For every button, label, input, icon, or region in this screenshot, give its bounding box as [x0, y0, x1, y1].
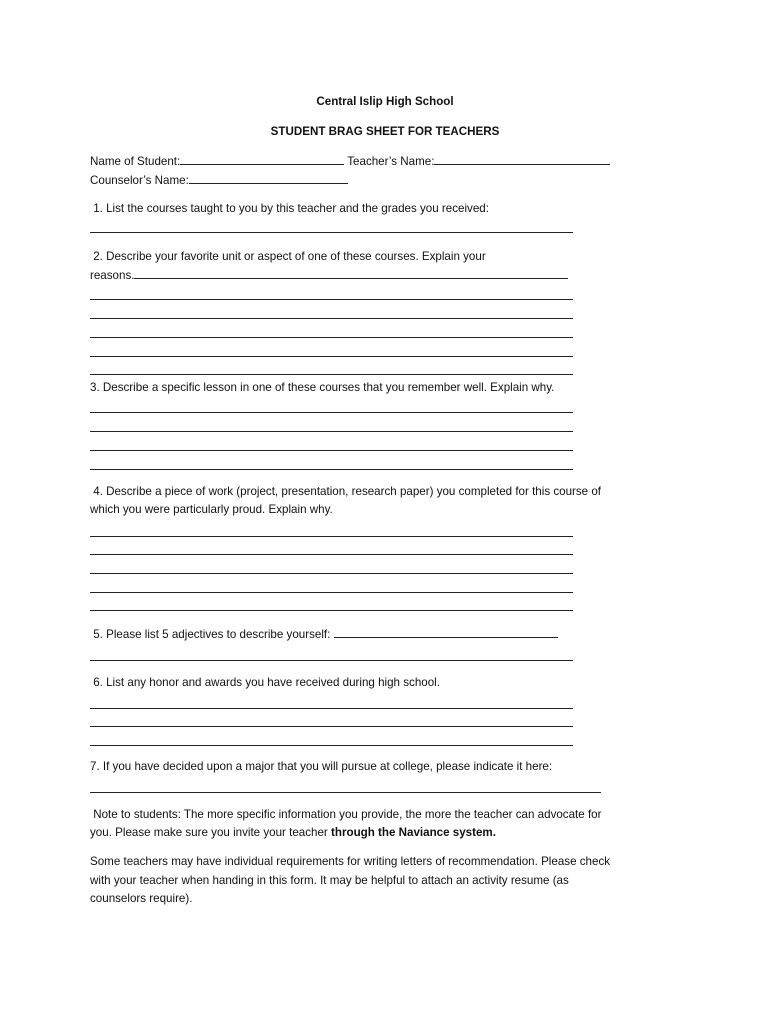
answer-line[interactable] [90, 726, 573, 727]
answer-line[interactable] [90, 592, 573, 593]
note-line-2-text: you. Please make sure you invite your teacher [90, 826, 332, 839]
answer-line[interactable] [90, 299, 573, 300]
question-4-line-1: 4. Describe a piece of work (project, presentation, research paper) you completed for this course of [90, 485, 602, 498]
school-name: Central Islip High School [316, 95, 454, 108]
answer-line[interactable] [90, 337, 573, 338]
question-7: 7. If you have decided upon a major that you will pursue at college, please indicate it here: [90, 760, 553, 773]
note-line-2 [90, 825, 496, 841]
note-line-1: Note to students: The more specific information you provide, the more the teacher can advocate for [90, 808, 602, 821]
question-5-row [90, 626, 558, 643]
teacher-name-label: Teacher’s Name: [347, 155, 435, 168]
question-5: 5. Please list 5 adjectives to describe yourself: [90, 628, 334, 641]
counselor-name-row [90, 172, 348, 189]
question-1: 1. List the courses taught to you by this teacher and the grades you received: [90, 202, 489, 215]
answer-line[interactable] [90, 232, 573, 233]
answer-line[interactable] [90, 708, 573, 709]
answer-line[interactable] [90, 792, 601, 793]
answer-line[interactable] [90, 356, 573, 357]
question-6: 6. List any honor and awards you have received during high school. [90, 676, 440, 689]
requirements-line-1: Some teachers may have individual requirements for writing letters of recommendation. Please check [90, 855, 611, 868]
answer-line[interactable] [90, 554, 573, 555]
question-2-line-1: 2. Describe your favorite unit or aspect of one of these courses. Explain your [90, 250, 486, 263]
adjectives-field[interactable] [334, 626, 558, 638]
answer-line[interactable] [90, 450, 573, 451]
student-name-field[interactable] [180, 153, 344, 165]
answer-line[interactable] [90, 431, 573, 432]
counselor-name-label: Counselor’s Name: [90, 174, 189, 187]
question-4-line-2: which you were particularly proud. Explain why. [90, 503, 333, 516]
question-2-line-2 [90, 267, 568, 284]
form-title: STUDENT BRAG SHEET FOR TEACHERS [270, 125, 500, 138]
answer-line[interactable] [90, 573, 573, 574]
answer-line[interactable] [90, 374, 573, 375]
answer-line[interactable] [134, 267, 568, 279]
answer-line[interactable] [90, 469, 573, 470]
answer-line[interactable] [90, 536, 573, 537]
answer-line[interactable] [90, 745, 573, 746]
question-3: 3. Describe a specific lesson in one of these courses that you remember well. Explain why. [90, 381, 555, 394]
counselor-name-field[interactable] [189, 172, 348, 184]
student-name-row [90, 153, 610, 170]
answer-line[interactable] [90, 412, 573, 413]
answer-line[interactable] [90, 610, 573, 611]
question-2-reasons-label: reasons. [90, 269, 135, 282]
naviance-emphasis: through the Naviance system. [331, 826, 496, 839]
answer-line[interactable] [90, 318, 573, 319]
requirements-line-3: counselors require). [90, 892, 193, 905]
requirements-line-2: with your teacher when handing in this form. It may be helpful to attach an activity resume (as [90, 874, 569, 887]
student-name-label: Name of Student: [90, 155, 181, 168]
teacher-name-field[interactable] [434, 153, 610, 165]
answer-line[interactable] [90, 660, 573, 661]
